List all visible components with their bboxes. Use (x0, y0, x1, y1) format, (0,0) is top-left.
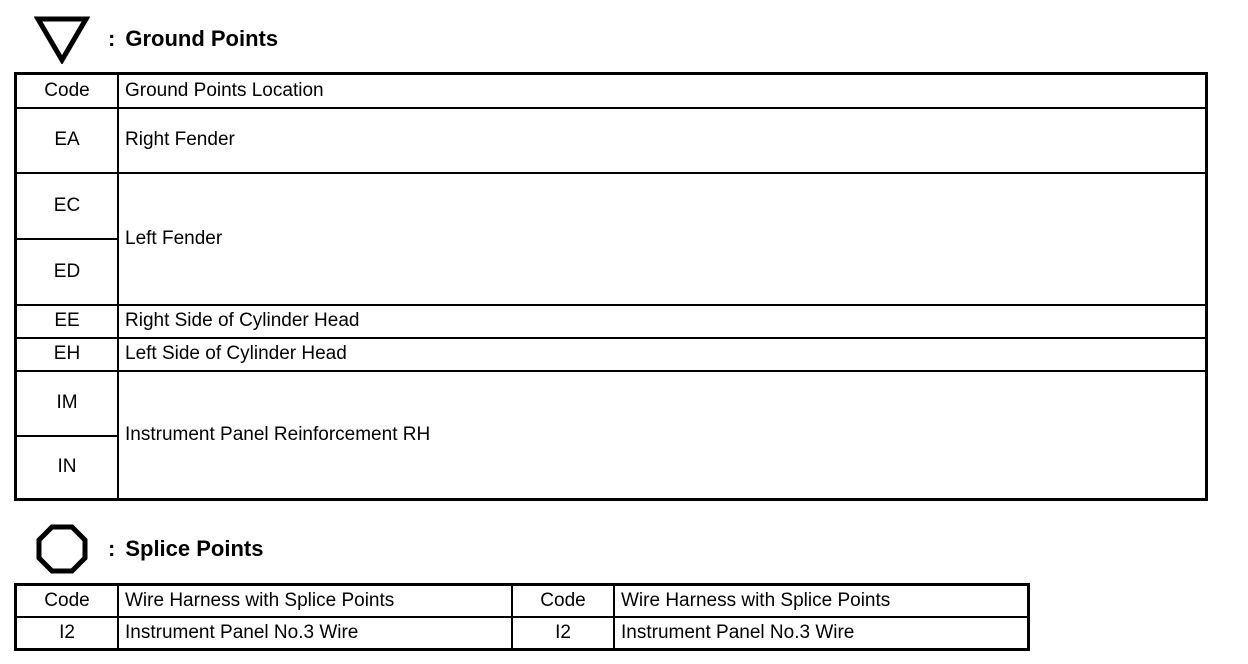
ground-code: IN (16, 436, 119, 500)
splice-points-table (14, 583, 1030, 651)
table-row (16, 617, 1029, 650)
ground-location: Left Fender (118, 173, 1207, 305)
harness-header: Wire Harness with Splice Points (118, 585, 512, 618)
octagon-icon (34, 524, 90, 574)
ground-code: EH (16, 338, 119, 371)
table-row (16, 305, 1207, 338)
table-header-row (16, 74, 1207, 108)
table-row (16, 108, 1207, 173)
heading-colon: : (108, 536, 116, 561)
code-header: Code (16, 74, 119, 108)
ground-code: ED (16, 239, 119, 305)
heading-colon: : (108, 26, 116, 51)
code-header: Code (16, 585, 119, 618)
table-row (16, 338, 1207, 371)
harness-header: Wire Harness with Splice Points (614, 585, 1029, 618)
table-row (16, 371, 1207, 436)
ground-code: EA (16, 108, 119, 173)
ground-location: Instrument Panel Reinforcement RH (118, 371, 1207, 500)
splice-code: I2 (16, 617, 119, 650)
ground-location: Left Side of Cylinder Head (118, 338, 1207, 371)
splice-harness: Instrument Panel No.3 Wire (118, 617, 512, 650)
splice-code: I2 (512, 617, 614, 650)
ground-location: Right Side of Cylinder Head (118, 305, 1207, 338)
code-header: Code (512, 585, 614, 618)
table-header-row (16, 585, 1029, 618)
ground-code: EC (16, 173, 119, 239)
splice-points-title: Splice Points (125, 536, 264, 561)
table-row (16, 173, 1207, 239)
ground-location: Right Fender (118, 108, 1207, 173)
triangle-down-icon (34, 14, 90, 64)
splice-harness: Instrument Panel No.3 Wire (614, 617, 1029, 650)
ground-points-title: Ground Points (125, 26, 279, 51)
splice-points-heading (34, 524, 263, 574)
ground-points-table (14, 72, 1208, 501)
location-header: Ground Points Location (118, 74, 1207, 108)
ground-code: IM (16, 371, 119, 436)
ground-code: EE (16, 305, 119, 338)
ground-points-heading (34, 14, 278, 64)
